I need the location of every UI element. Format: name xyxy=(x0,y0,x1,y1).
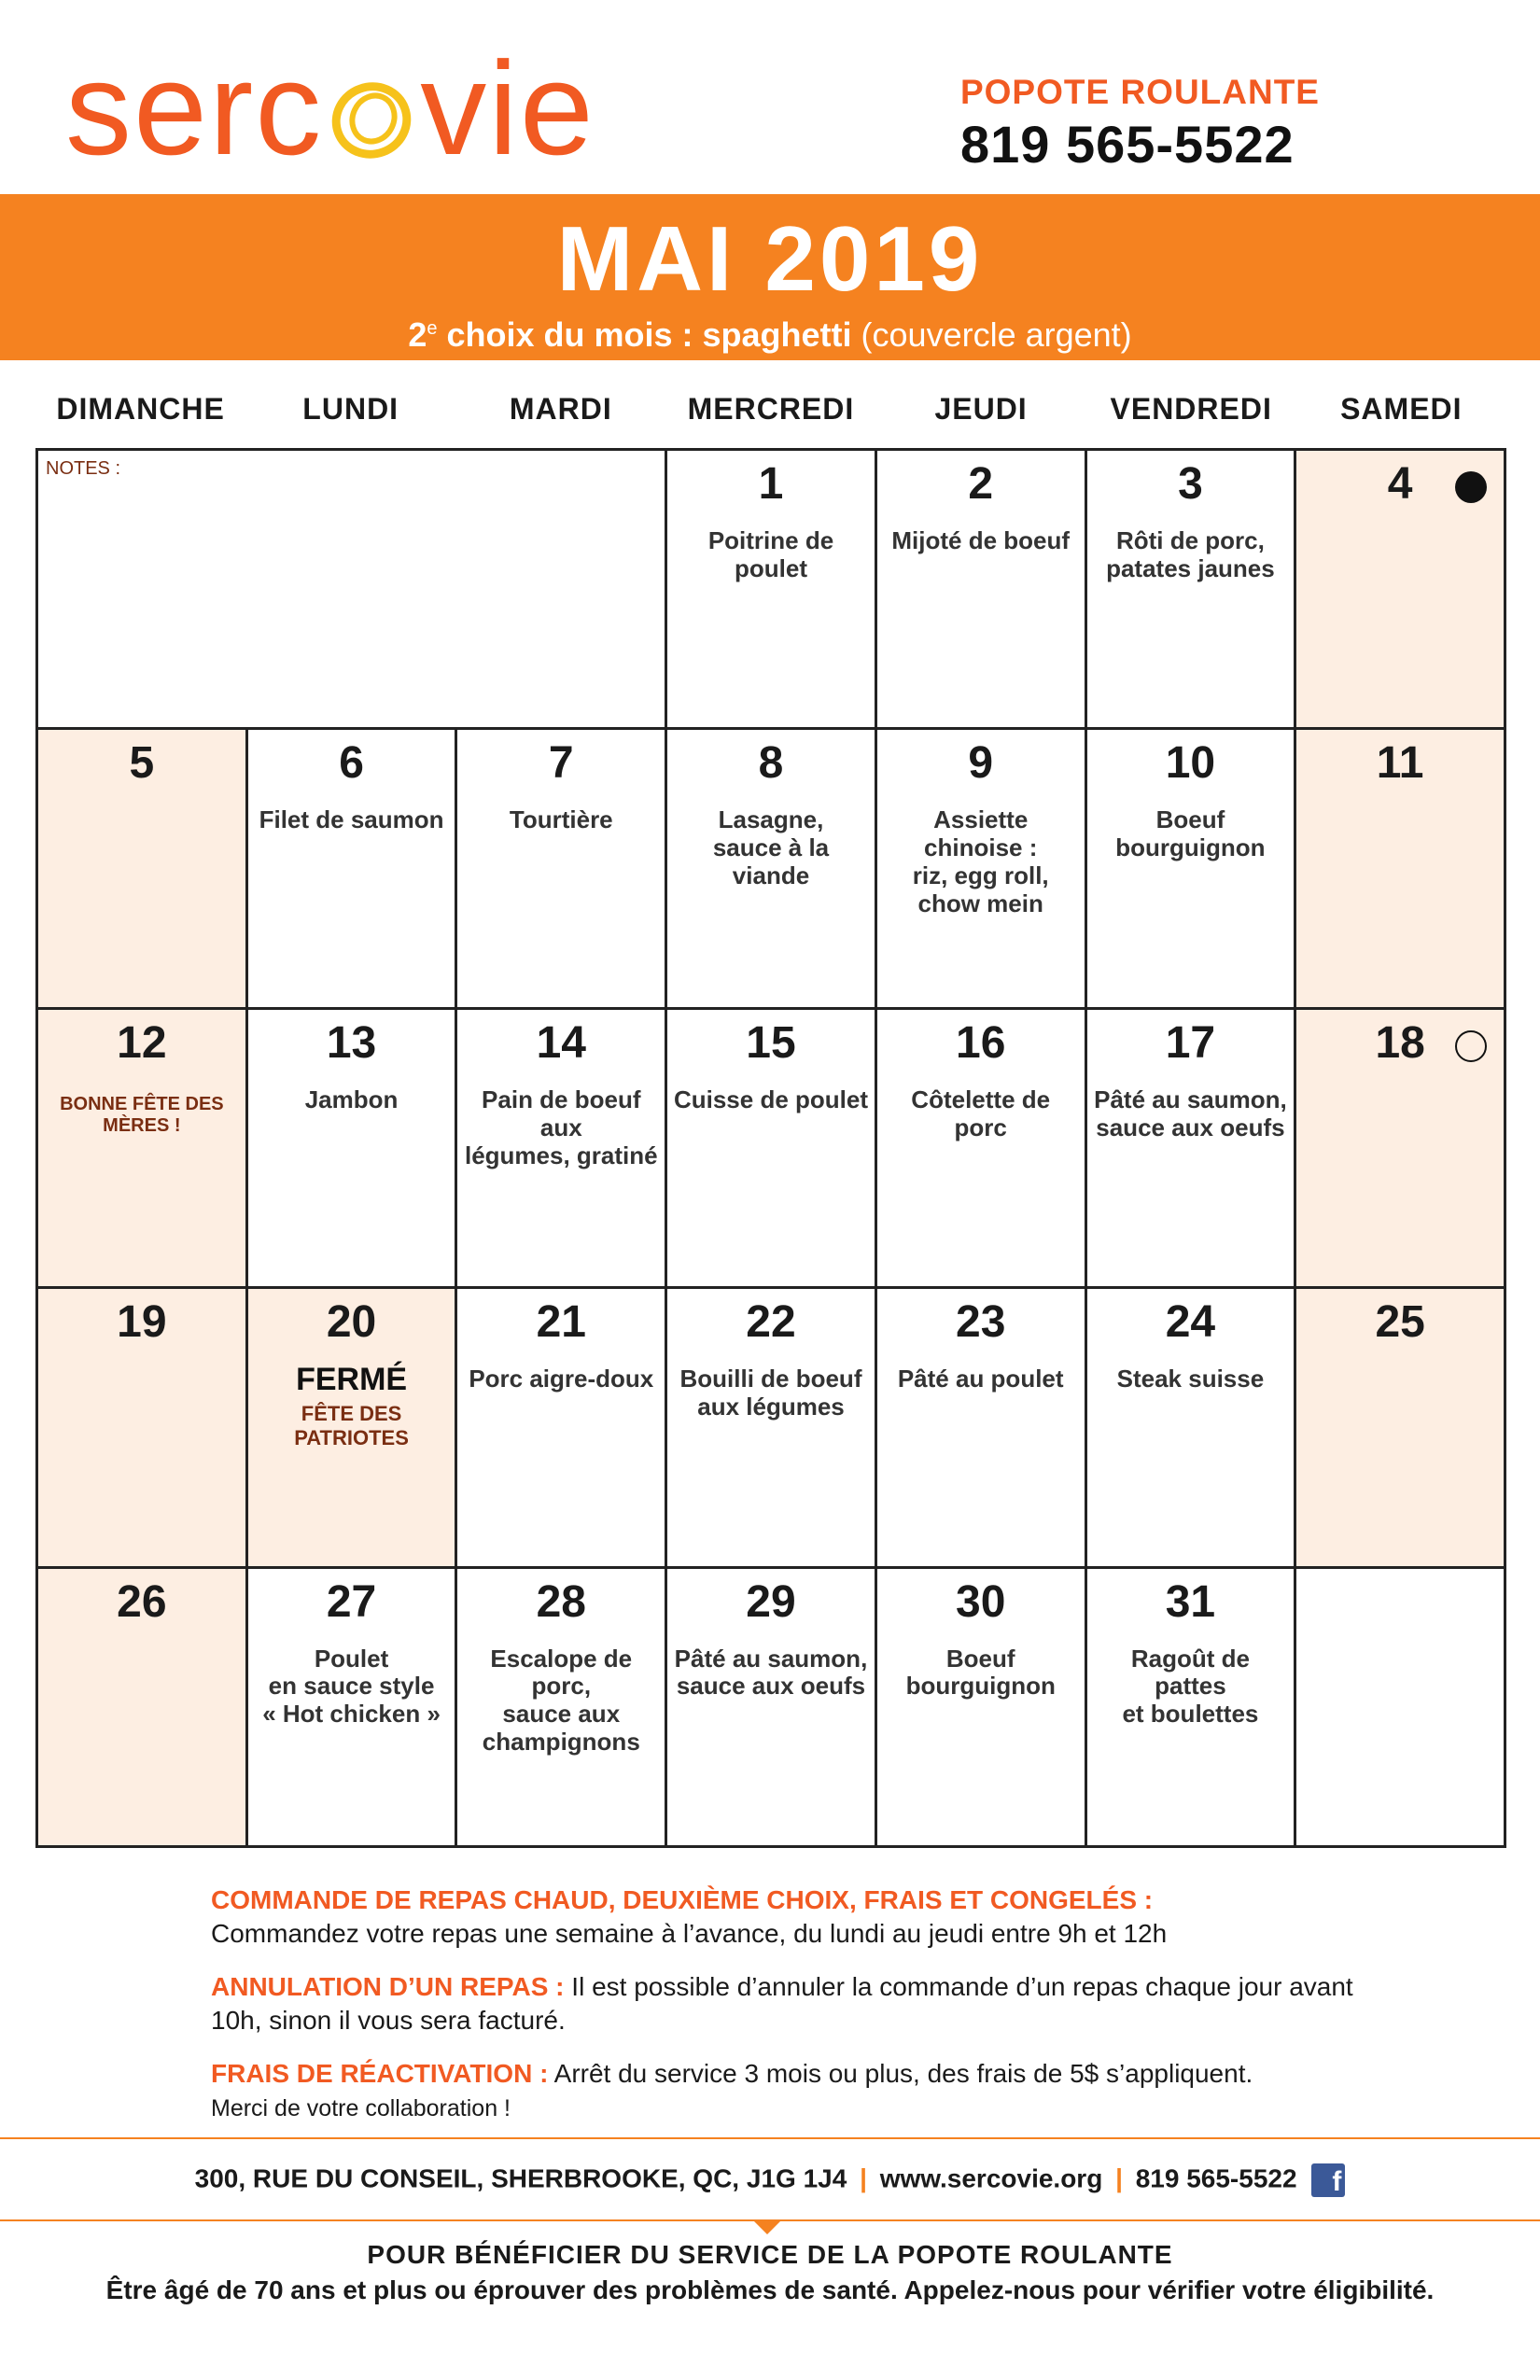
day-cell-3 xyxy=(1087,451,1297,730)
day-cell-30 xyxy=(877,1569,1087,1848)
thanks-text: Merci de votre collaboration ! xyxy=(211,2094,511,2121)
day-number: 28 xyxy=(536,1576,586,1627)
closed-label: FERMÉ xyxy=(296,1362,408,1398)
new-moon-icon xyxy=(1455,471,1487,503)
day-meal: Boeuf bourguignon xyxy=(905,1644,1056,1701)
holiday-label: FÊTE DES PATRIOTES xyxy=(294,1402,409,1450)
day-cell-14 xyxy=(457,1010,667,1289)
day-meal: Steak suisse xyxy=(1116,1365,1265,1393)
day-number: 24 xyxy=(1165,1297,1216,1348)
day-number: 1 xyxy=(758,459,784,509)
day-meal: Boeuf bourguignon xyxy=(1115,805,1266,862)
day-cell-27 xyxy=(248,1569,458,1848)
day-meal: Poitrine de poulet xyxy=(707,526,834,582)
day-number: 12 xyxy=(117,1017,167,1068)
eligibility-text: Être âgé de 70 ans et plus ou éprouver des problèmes de santé. Appelez-nous pour vérifier votre éligibilité. xyxy=(105,2275,1435,2304)
day-meal: Pâté au saumon, sauce aux oeufs xyxy=(674,1644,868,1701)
day-meal: Pâté au poulet xyxy=(897,1365,1064,1393)
order-text: Commandez votre repas une semaine à l’avance, du lundi au jeudi entre 9h et 12h xyxy=(211,1919,1168,1949)
day-cell-28 xyxy=(457,1569,667,1848)
day-cell-10 xyxy=(1087,730,1297,1009)
day-number: 29 xyxy=(746,1576,796,1627)
day-meal: Mijoté de boeuf xyxy=(891,526,1071,554)
day-meal: Escalope de porc, sauce aux champignons xyxy=(482,1644,640,1757)
weekday-friday: VENDREDI xyxy=(1110,392,1272,426)
service-label: POPOTE ROULANTE xyxy=(959,73,1320,111)
weekday-monday: LUNDI xyxy=(302,392,399,426)
day-cell-15 xyxy=(667,1010,877,1289)
notes-cell xyxy=(38,451,667,730)
day-number: 9 xyxy=(968,738,994,789)
full-moon-icon xyxy=(1455,1030,1487,1062)
sub-sup: e xyxy=(427,318,438,339)
day-number: 14 xyxy=(536,1017,586,1068)
day-cell-1 xyxy=(667,451,877,730)
day-meal: Tourtière xyxy=(509,805,613,834)
day-meal: Ragoût de pattes et boulettes xyxy=(1122,1644,1259,1729)
day-cell-21 xyxy=(457,1289,667,1568)
day-number: 17 xyxy=(1165,1017,1216,1068)
notes-label: NOTES : xyxy=(46,458,121,479)
day-cell-19 xyxy=(38,1289,248,1568)
day-meal: Assiette chinoise : riz, egg roll, chow mein xyxy=(912,805,1049,918)
day-number: 15 xyxy=(746,1017,796,1068)
divider-arrow-icon xyxy=(754,2221,780,2234)
order-info xyxy=(211,1883,1378,1952)
day-number: 18 xyxy=(1375,1017,1425,1068)
second-choice-line xyxy=(0,315,1540,355)
day-number: 30 xyxy=(956,1576,1006,1627)
weekday-tuesday: MARDI xyxy=(509,392,612,426)
empty-cell xyxy=(1296,1569,1506,1848)
day-cell-9 xyxy=(877,730,1087,1009)
footer-address: 300, RUE DU CONSEIL, SHERBROOKE, QC, J1G 1J4 xyxy=(194,2163,847,2193)
day-number: 4 xyxy=(1387,459,1413,509)
day-cell-2 xyxy=(877,451,1087,730)
day-meal: Filet de saumon xyxy=(259,805,444,834)
day-number: 26 xyxy=(117,1576,167,1627)
logo-text-left: serc xyxy=(65,35,324,183)
day-cell-11 xyxy=(1296,730,1506,1009)
day-cell-7 xyxy=(457,730,667,1009)
footer-phone: 819 565-5522 xyxy=(1135,2163,1297,2193)
sub-suffix: (couvercle argent) xyxy=(851,315,1132,354)
day-meal: Bouilli de boeuf aux légumes xyxy=(679,1365,862,1421)
fee-text: Arrêt du service 3 mois ou plus, des frais de 5$ s’appliquent. xyxy=(548,2058,1253,2088)
fee-title: FRAIS DE RÉACTIVATION : xyxy=(211,2058,549,2088)
day-meal: Pâté au saumon, sauce aux oeufs xyxy=(1094,1085,1287,1141)
day-number: 20 xyxy=(326,1297,377,1348)
sercovie-logo xyxy=(65,35,595,183)
day-number: 31 xyxy=(1165,1576,1216,1627)
calendar-grid xyxy=(35,448,1506,1848)
day-number: 25 xyxy=(1375,1297,1425,1348)
day-number: 19 xyxy=(117,1297,167,1348)
day-cell-29 xyxy=(667,1569,877,1848)
mothers-day-note: BONNE FÊTE DES MÈRES ! xyxy=(60,1093,224,1136)
cancel-info xyxy=(211,1970,1378,2038)
day-meal: Rôti de porc, patates jaunes xyxy=(1106,526,1275,582)
month-banner xyxy=(0,194,1540,360)
separator: | xyxy=(860,2163,867,2193)
day-meal: Lasagne, sauce à la viande xyxy=(712,805,830,890)
header-phone: 819 565-5522 xyxy=(959,115,1295,174)
day-cell-31 xyxy=(1087,1569,1297,1848)
facebook-icon[interactable]: f xyxy=(1311,2163,1345,2197)
day-number: 6 xyxy=(339,738,364,789)
sub-middle: choix du mois : xyxy=(437,315,703,354)
day-meal: Côtelette de porc xyxy=(911,1085,1051,1141)
day-meal: Porc aigre-doux xyxy=(469,1365,654,1393)
order-title: COMMANDE DE REPAS CHAUD, DEUXIÈME CHOIX, FRAIS ET CONGELÉS : xyxy=(211,1885,1154,1914)
day-cell-17 xyxy=(1087,1010,1297,1289)
day-meal: Jambon xyxy=(304,1085,399,1113)
eligibility-section xyxy=(0,2240,1540,2305)
day-number: 22 xyxy=(746,1297,796,1348)
header xyxy=(0,0,1540,191)
day-number: 13 xyxy=(326,1017,377,1068)
separator: | xyxy=(1115,2163,1123,2193)
day-number: 10 xyxy=(1165,738,1216,789)
day-cell-20 xyxy=(248,1289,458,1568)
day-number: 11 xyxy=(1376,738,1424,789)
logo-text-right: vie xyxy=(420,35,595,183)
cancel-text: Il est possible d’annuler la commande d’un repas chaque jour avant 10h, sinon il vous sera facturé. xyxy=(211,1971,1353,2036)
day-cell-18 xyxy=(1296,1010,1506,1289)
day-cell-8 xyxy=(667,730,877,1009)
day-number: 3 xyxy=(1178,459,1203,509)
weekday-wednesday: MERCREDI xyxy=(687,392,855,426)
month-title: MAI 2019 xyxy=(556,207,984,310)
day-number: 16 xyxy=(956,1017,1006,1068)
day-cell-12 xyxy=(38,1010,248,1289)
weekday-header xyxy=(35,392,1506,427)
day-number: 8 xyxy=(758,738,784,789)
logo-o-swirl-icon xyxy=(325,53,418,165)
day-cell-5 xyxy=(38,730,248,1009)
day-cell-4 xyxy=(1296,451,1506,730)
day-cell-6 xyxy=(248,730,458,1009)
day-cell-16 xyxy=(877,1010,1087,1289)
day-cell-24 xyxy=(1087,1289,1297,1568)
day-number: 27 xyxy=(326,1576,377,1627)
fee-info xyxy=(211,2057,1378,2125)
footer-contact xyxy=(0,2163,1540,2197)
divider-top xyxy=(0,2137,1540,2139)
day-meal: Cuisse de poulet xyxy=(673,1085,869,1113)
day-number: 21 xyxy=(536,1297,586,1348)
footer-website-link[interactable]: www.sercovie.org xyxy=(879,2163,1103,2193)
sub-prefix: 2 xyxy=(408,315,427,354)
popote-contact xyxy=(960,73,1320,175)
day-cell-23 xyxy=(877,1289,1087,1568)
day-number: 7 xyxy=(548,738,574,789)
sub-bold: spaghetti xyxy=(702,315,852,354)
day-cell-22 xyxy=(667,1289,877,1568)
weekday-thursday: JEUDI xyxy=(934,392,1028,426)
cancel-title: ANNULATION D’UN REPAS : xyxy=(211,1971,565,2001)
eligibility-title: POUR BÉNÉFICIER DU SERVICE DE LA POPOTE ROULANTE xyxy=(367,2240,1173,2269)
day-meal: Pain de boeuf aux légumes, gratiné xyxy=(464,1085,658,1169)
day-number: 23 xyxy=(956,1297,1006,1348)
day-meal: Poulet en sauce style « Hot chicken » xyxy=(262,1644,441,1729)
weekday-saturday: SAMEDI xyxy=(1340,392,1463,426)
day-cell-13 xyxy=(248,1010,458,1289)
day-number: 2 xyxy=(968,459,994,509)
day-number: 5 xyxy=(129,738,155,789)
weekday-sunday: DIMANCHE xyxy=(56,392,225,426)
day-cell-25 xyxy=(1296,1289,1506,1568)
info-section xyxy=(211,1883,1378,2143)
day-cell-26 xyxy=(38,1569,248,1848)
